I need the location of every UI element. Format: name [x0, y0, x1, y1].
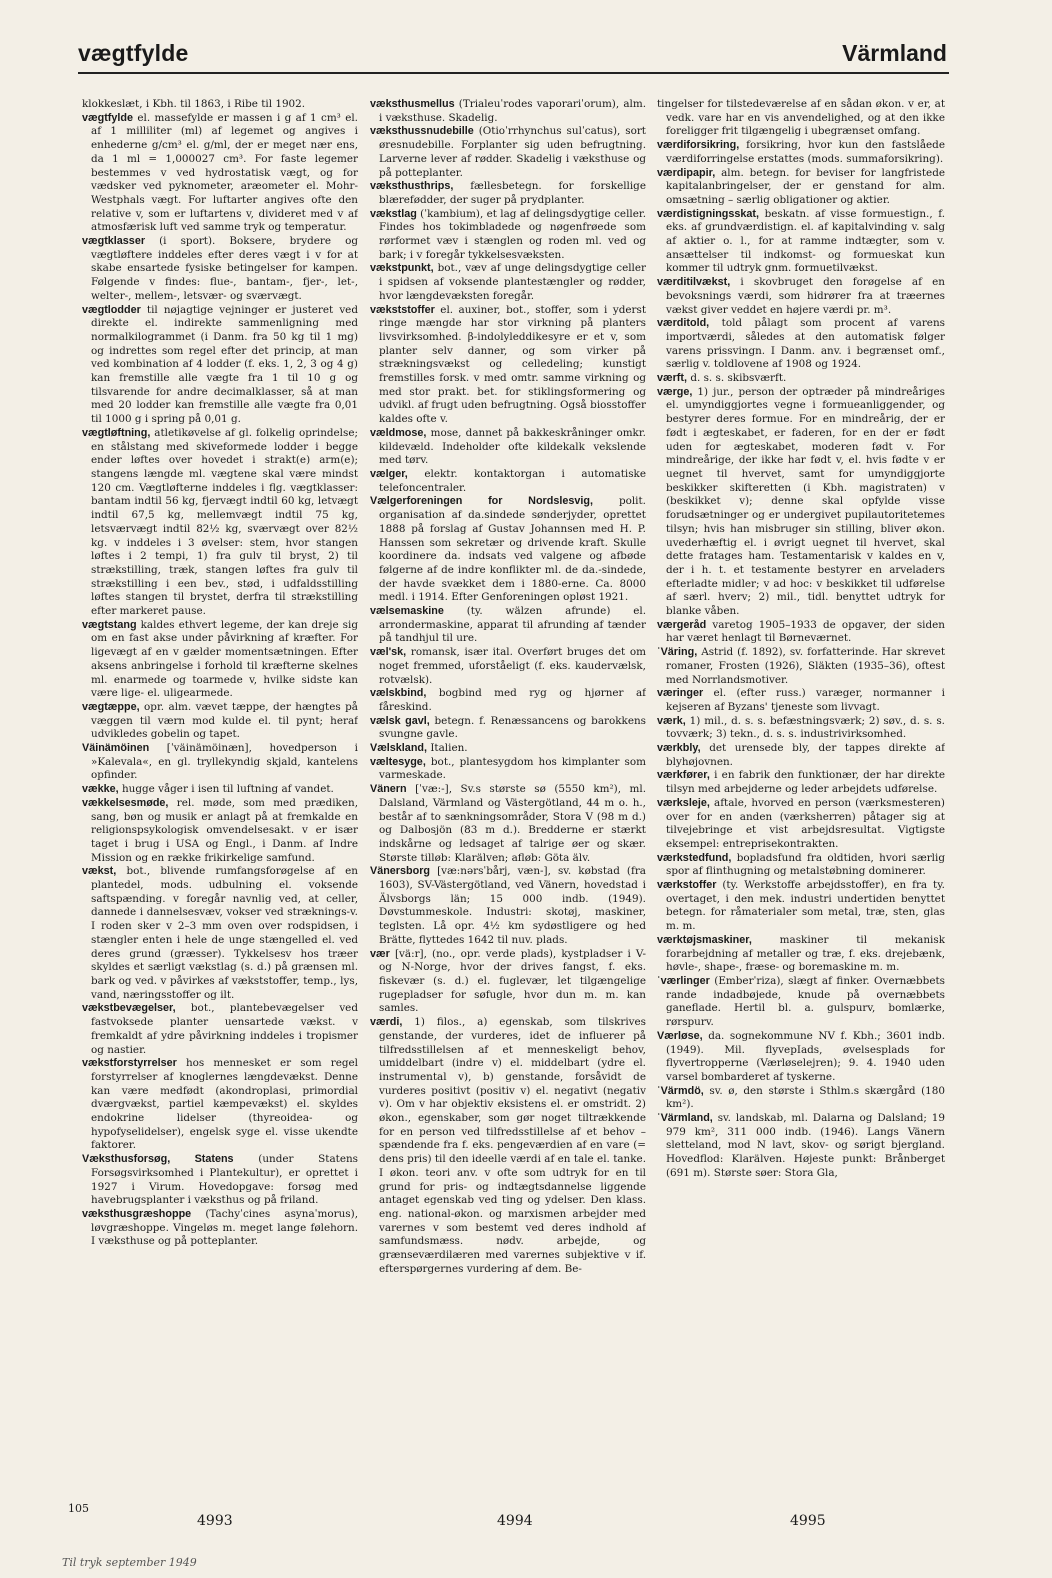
dictionary-entry: [370, 208, 646, 263]
entry-definition: (under Statens Forsøgsvirksomhed i Plantekultur), er oprettet i 1927 i Virum. Hovedopgave: forsøg med havebrugsplanter i væksthus og på friland.: [91, 1153, 358, 1207]
entry-headword: vækstlag: [370, 207, 417, 220]
dictionary-entry: [370, 304, 646, 427]
dictionary-entry: [370, 262, 646, 303]
entry-headword: værk,: [657, 714, 686, 727]
entry-definition: det urensede bly, der tappes direkte af blyhøjovnen.: [666, 742, 945, 768]
entry-headword: ˈværlinger: [657, 975, 710, 987]
entry-definition: beskatn. af visse formuestign., f. eks. af grundværdistign. el. af kapitalvinding v. salg af aktier o. l., for at ramme indtægter, som v. ansættelser til indkomst- og formueskat kun kommer til udtryk gnm. formuetilvækst.: [666, 207, 945, 275]
entry-headword: værkfører,: [657, 769, 710, 782]
entry-headword: Vänersborg: [370, 865, 430, 878]
entry-definition: told pålagt som procent af varens importværdi, således at den automatisk følger varens prissvingn. I Danm. anv. i begrænset omf., særlig v. toldlovene af 1908 og 1924.: [666, 317, 945, 371]
entry-definition: Astrid (f. 1892), sv. forfatterinde. Har skrevet romaner, Frosten (1926), Släkten (1935–36), oftest med Norrlandsmotiver.: [666, 646, 945, 686]
entry-definition: bopladsfund fra oldtiden, hvori særlig spor af flinthugning og metalstøbning dominerer.: [666, 851, 945, 878]
dictionary-entry: [657, 1112, 945, 1181]
entry-headword: vække,: [82, 783, 119, 796]
dictionary-entry: [370, 98, 646, 125]
dictionary-entry: [657, 687, 945, 714]
page-number-3: 4995: [790, 1513, 826, 1529]
entry-definition: (ty. wälzen afrunde) el. arrondermaskine, apparat til afrunding af tænder på tandhjul til ure.: [379, 605, 646, 645]
entry-definition: (Trialeuˈrodes vaporariˈorum), alm. i væksthuse. Skadelig.: [379, 98, 646, 124]
entry-definition: klokkeslæt, i Kbh. til 1863, i Ribe til 1902.: [82, 98, 306, 110]
dictionary-entry: [657, 975, 945, 1030]
entry-headword: ˈVäring,: [657, 646, 698, 659]
entry-definition: opr. alm. vævet tæppe, der hængtes på væggen til værn mod kulde el. til pynt; heraf udvikledes gobelin og tapet.: [91, 700, 358, 741]
signature-mark: 105: [68, 1502, 89, 1515]
entry-headword: væltesyge,: [370, 755, 426, 768]
dictionary-entry: [82, 235, 358, 304]
column-3: [657, 98, 945, 1476]
entry-definition: [ˈväinämöinæn], hovedperson i »Kalevala«, en gl. tryllekyndig skjald, kantelens opfinder.: [91, 742, 358, 782]
dictionary-entry: [657, 386, 945, 619]
entry-headword: værdipapir,: [657, 166, 716, 179]
entry-headword: Væksthusforsøg, Statens: [82, 1153, 234, 1166]
entry-definition: bogbind med ryg og hjørner af fåreskind.: [379, 687, 646, 713]
entry-definition: bot., plantesygdom hos kimplanter som varmeskade.: [379, 755, 646, 782]
entry-definition: (Otioˈrrhynchus sulˈcatus), sort øresnudebille. Forplanter sig uden befrugtning. Larverne lever af rødder. Skadelig i væksthuse og på potteplanter.: [379, 125, 646, 179]
dictionary-entry: [370, 742, 646, 756]
entry-headword: værkstedfund,: [657, 851, 732, 864]
dictionary-entry: [82, 1057, 358, 1153]
entry-definition: bot., blivende rumfangsforøgelse af en plantedel, mods. udbulning el. voksende saftspænding. v foregår navnlig ved, at celler, dannede i dannelsesvæv, vokser ved stræknings-v. I roden sker v 2–3 mm oven over rodspidsen, i stængler enten i hele de unge stængelled el. ved deres grund (græsser). Tykkelsesv hos træer skyldes et særligt vækstlag (s. d.) på grænsen ml. bark og ved. v påvirkes af vækststoffer, temp., lys, vand, næringsstoffer og ilt.: [91, 865, 358, 1001]
dictionary-entry: [82, 427, 358, 619]
dictionary-entry: [370, 646, 646, 687]
dictionary-entry: [370, 180, 646, 207]
dictionary-entry: [82, 1002, 358, 1057]
entry-definition: sv. landskab, ml. Dalarna og Dalsland; 19 979 km², 311 000 indb. (1946). Langs Vänern sletteland, mod N lavt, skov- og sørigt bjergland. Hovedflod: Klarälven. Højeste punkt: Brånberget (691 m). Største søer: Stora Gla,: [666, 1112, 945, 1179]
dictionary-entry: [82, 98, 358, 112]
entry-definition: i skovbruget den forøgelse af en bevoksnings værdi, som hidrører fra at træernes vækst giver veddet en højere værdi pr. m³.: [666, 276, 945, 316]
entry-headword: værdiforsikring,: [657, 139, 740, 152]
entry-headword: vækst,: [82, 865, 117, 878]
entry-definition: hos mennesket er som regel forstyrrelser af knoglernes længdevækst. Denne kan være medfødt (akondroplasi, primordial dværgvækst, partiel kæmpevækst) el. skyldes endokrine lidelser (thyreoidea- og hypofyselidelser), engelsk syge el. visse ukendte faktorer.: [91, 1057, 358, 1152]
entry-definition: (i sport). Boksere, brydere og vægtløftere inddeles efter deres vægt i v for at skabe ensartede fysiske betingelser for kampen. Følgende v findes: flue-, bantam-, fjer-, let-, welter-, mellem-, letsvær- og sværvægt.: [91, 235, 358, 302]
entry-definition: 1) filos., a) egenskab, som tilskrives genstande, der vurderes, idet de influerer på tilfredsstillelsen af et menneskeligt behov, umiddelbart (indre v) el. middelbart (ydre el. instrumental v), b) genstande, forsåvidt de vurderes positivt (positiv v) el. negativt (negativ v). Om v har objektiv eksistens el. er omstridt. 2) økon., egenskaber, som gør noget tiltrækkende for en person ved tilfredsstillelse af et behov – spændende fra f. eks. pengeværdien af en vare (= dens pris) til den ideelle værdi af en tale el. tanke. I økon. teori anv. v ofte som udtryk for en til grund for pris- og indtægtsdannelse liggende antaget egenskab ved ting og ydelser. Den klass. eng. national-økon. og marxismen arbejder med varernes v som bestemt ved deres indhold af samfundsmæss. nødv. arbejde, og grænseværdilæren med varernes subjektive v if. efterspørgernes vurdering af dem. Be-: [379, 1016, 646, 1275]
dictionary-entry: [370, 865, 646, 947]
entry-headword: værditilvækst,: [657, 276, 731, 289]
dictionary-entry: [370, 125, 646, 180]
entry-definition: [vä:r], (no., opr. verde plads), kystpladser i V- og N-Norge, hvor der drives fangst, f. eks. fiskevær (s. d.) el. fuglevær, let tilgængelige rugepladser for søfugle, hvor dun m. m. kan samles.: [379, 947, 646, 1015]
dictionary-entry: [82, 112, 358, 235]
entry-headword: vægtlodder: [82, 303, 141, 316]
entry-headword: værft,: [657, 372, 687, 385]
dictionary-entry: [82, 1208, 358, 1249]
entry-headword: Vælskland,: [370, 742, 428, 755]
entry-headword: væksthusgræshoppe: [82, 1207, 192, 1220]
dictionary-entry: [370, 1016, 646, 1276]
entry-headword: vælsk gavl,: [370, 714, 430, 727]
dictionary-entry: [370, 783, 646, 865]
entry-definition: til nøjagtige vejninger er justeret ved direkte el. indirekte sammenligning med normalkilogrammet (i Danm. fra 50 kg til 1 mg) og indrettes som regel efter det princip, at man ved kombination af 4 lodder (f. eks. 1, 2, 3 og 4 g) kan fremstille alle vægte fra 1 til 10 g og tilsvarende for andre decimalklasser, så at man med 20 lodder kan fremstille alle vægte fra 0,01 til 1000 g i spring på 0,01 g.: [91, 303, 358, 426]
entry-definition: betegn. f. Renæssancens og barokkens svungne gavle.: [379, 714, 646, 741]
entry-definition: [væ:nərsˈbårj, væn-], sv. købstad (fra 1603), SV-Västergötland, ved Vänern, hovedstad i Älvsborgs län; 15 000 indb. (1949). Døvstummeskole. Industri: skotøj, maskiner, teglsten. Lå opr. 4½ km sydøstligere og hed Brätte, flyttedes 1642 til nuv. plads.: [379, 865, 646, 946]
dictionary-entry: [370, 605, 646, 646]
entry-definition: Italien.: [430, 742, 468, 755]
entry-headword: væksthusthrips,: [370, 180, 454, 193]
entry-definition: tingelser for tilstedeværelse af en sådan økon. v er, at vedk. vare har en vis anvendelighed, og at den ikke foreligger frit tilgængelig i ubegrænset omfang.: [657, 98, 945, 138]
dictionary-entry: [82, 304, 358, 427]
dictionary-entry: [82, 742, 358, 783]
entry-headword: vækstpunkt,: [370, 262, 434, 275]
dictionary-entry: [82, 783, 358, 797]
dictionary-entry: [657, 317, 945, 372]
entry-headword: værditold,: [657, 317, 710, 330]
entry-headword: vælskbind,: [370, 687, 427, 700]
entry-definition: rel. møde, som med prædiken, sang, bøn og musik er anlagt på at fremkalde en religionspsykologisk omvendelsesakt. v er især taget i brug i USA og Engl., i Danm. af Indre Mission og en række frikirkelige samfund.: [91, 796, 358, 864]
entry-definition: (ty. Werkstoffe arbejdsstoffer), en fra ty. overtaget, i den mek. industri undertiden benyttet betegn. for råmaterialer som metal, træ, sten, glas m. m.: [666, 879, 945, 933]
entry-headword: værge,: [657, 385, 693, 398]
dictionary-entry: [82, 865, 358, 1002]
entry-definition: elektr. kontaktorgan i automatiske telefoncentraler.: [379, 467, 646, 494]
dictionary-entry: [657, 852, 945, 879]
dictionary-entry: [82, 797, 358, 866]
entry-definition: el. auxiner, bot., stoffer, som i yderst ringe mængde har stor virkning på planters livsvirksomhed. β-indolyleddikesyre er et v, som planter selv danner, og som virker på strækningsvækst og celledeling; kunstigt fremstilles forsk. v med omtr. samme virkning og med stor prakt. bet. for stiklingsformering og udvikl. af frugt uden befrugtning. Også biosstoffer kaldes ofte v.: [379, 303, 646, 426]
entry-headword: vær: [370, 947, 390, 960]
entry-headword: væringer: [657, 687, 704, 700]
entry-definition: atletikøvelse af gl. folkelig oprindelse; en stålstang med skiveformede lodder i begge ender løftes over hovedet i strakt(e) arm(e); stangens længde ml. vægtene skal være mindst 120 cm. Vægtløfterne inddeles i flg. vægtklasser: bantam indtil 56 kg, fjervægt indtil 60 kg, letvægt indtil 67,5 kg, mellemvægt indtil 75 kg, letsværvægt indtil 82½ kg, sværvægt over 82½ kg. v inddeles i 3 øvelser: stem, hvor stangen løftes i 2 tempi, 1) fra gulv til bryst, 2) til strækstilling, træk, stangen løftes fra gulv til strækstilling i een bev., stød, i udfaldsstilling løftes stangen til brystet, derfra til strækstilling efter markeret pause.: [91, 426, 358, 618]
entry-definition: (Tachyˈcines asynaˈmorus), løvgræshoppe. Vingeløs m. meget lange følehorn. I væksthuse og på potteplanter.: [91, 1207, 358, 1248]
entry-headword: vækstforstyrrelser: [82, 1057, 177, 1070]
entry-definition: bot., væv af unge delingsdygtige celler i spidsen af voksende plantestængler og rødder, hvor længdevæksten foregår.: [379, 262, 646, 302]
entry-headword: væksthusmellus: [370, 98, 455, 110]
dictionary-entry: [370, 715, 646, 742]
dictionary-entry: [657, 167, 945, 208]
entry-definition: 1) jur., person der optræder på mindreåriges el. umyndiggjortes vegne i formueanliggender, og bestyrer deres formue. For en mindreårig, der er født i ægteskabet, er faderen, for en der er født uden for ægteskabet, moderen født v. For mindreårige, der ikke har født v, el. hvis fødte v er uegnet til hvervet, samt for umyndiggjorte beskikker skifteretten (i Kbh. magistraten) v (beskikket v); denne skal opfylde visse forudsætninger og er undergivet pupilautoritetemes tilsyn; hvis han misbruger sin stilling, bliver økon. uvederhæftig el. i øvrigt uegnet til hvervet, skal dette fratages ham. Testamentarisk v kaldes en v, der i h. t. et testamente bestyrer en arveladers efterladte midler; v ad hoc: v beskikket til udførelse af særl. hverv; 2) mil., tidl. benyttet udtryk for blanke våben.: [666, 385, 945, 618]
entry-headword: væksthussnudebille: [370, 125, 474, 138]
entry-definition: el. massefylde er massen i g af 1 cm³ el. af 1 milliliter (ml) af legemet og angives i enhederne g/cm³ el. g/ml, der er meget nær ens, da 1 ml = 1,000027 cm³. For faste legemer bestemmes v ved hydrostatisk vægt, og for vædsker ved pyknometer, aræometer el. Mohr-Westphals vægt. For luftarter angives ofte den relative v, som er luftartens v, divideret med v af atmosfærisk luft ved samme tryk og temperatur.: [91, 111, 358, 234]
entry-headword: vægtløftning,: [82, 426, 151, 439]
entry-headword: vægtæppe,: [82, 700, 140, 713]
entry-definition: sv. ø, den største i Sthlm.s skærgård (180 km²).: [666, 1084, 945, 1111]
entry-headword: vægtfylde: [82, 111, 133, 124]
dictionary-entry: [370, 495, 646, 605]
entry-definition: aftale, hvorved en person (værksmesteren) over for en anden (værksherren) påtager sig at tilvejebringe et vist arbejdsresultat. Vigtigste eksempel: entreprisekontrakten.: [666, 796, 945, 850]
entry-headword: vækstbevægelser,: [82, 1002, 176, 1015]
entry-headword: værkbly,: [657, 742, 701, 755]
entry-definition: d. s. s. skibsværft.: [690, 372, 787, 385]
entry-headword: værgeråd: [657, 618, 707, 631]
dictionary-entry: [82, 1153, 358, 1208]
entry-definition: maskiner til mekanisk forarbejdning af metaller og træ, f. eks. drejebænk, høvle-, shape-, fræse- og boremaskine m. m.: [666, 933, 945, 974]
running-head-right: Värmland: [842, 40, 947, 66]
entry-headword: vækststoffer: [370, 303, 435, 316]
page-number-1: 4993: [197, 1513, 233, 1529]
entry-headword: vægtklasser: [82, 235, 146, 248]
entry-headword: vælsemaskine: [370, 605, 444, 618]
entry-headword: vælger,: [370, 467, 408, 480]
dictionary-entry: [657, 1030, 945, 1085]
dictionary-entry: [82, 701, 358, 742]
entry-headword: væl'sk,: [370, 646, 407, 659]
dictionary-entry: [657, 139, 945, 166]
dictionary-entry: [370, 756, 646, 783]
entry-headword: Vänern: [370, 783, 407, 796]
entry-definition: fællesbetegn. for forskellige blærefødder, der suger på prydplanter.: [379, 180, 646, 206]
entry-definition: bot., plantebevægelser ved fastvoksede planter uensartede vækst. v fremkaldt af ydre påvirkning inddeles i tropismer og nastier.: [91, 1002, 358, 1056]
entry-definition: (Emberˈriza), slægt af finker. Overnæbbets rande indadbøjede, knude på overnæbbets ganeflade. Hertil bl. a. gulspurv, bomlærke, rørspurv.: [666, 975, 945, 1029]
entry-definition: polit. organisation af da.sindede sønderjyder, oprettet 1888 på forslag af Gustav Johannsen med H. P. Hanssen som sekretær og drivende kraft. Skulle koordinere da. indsats ved valgene og afbøde følgerne af de indre konflikter ml. de da.-sindede, der havde svækket dem i 1880-erne. Ca. 8000 medl. i 1914. Efter Genforeningen opløst 1921.: [379, 495, 646, 604]
entry-headword: værksleje,: [657, 796, 710, 809]
dictionary-entry: [657, 276, 945, 317]
entry-headword: Väinämöinen: [82, 742, 150, 755]
dictionary-entry: [657, 372, 945, 386]
page-number-2: 4994: [497, 1513, 533, 1529]
entry-headword: værktøjsmaskiner,: [657, 933, 752, 946]
entry-headword: værkstoffer: [657, 879, 717, 892]
dictionary-entry: [657, 208, 945, 277]
entry-definition: 1) mil., d. s. s. befæstningsværk; 2) søv., d. s. s. tovværk; 3) tekn., d. s. s. industrivirksomhed.: [666, 714, 945, 741]
entry-headword: ˈVärmland,: [657, 1112, 713, 1125]
entry-headword: Værløse,: [657, 1029, 703, 1042]
entry-definition: hugge våger i isen til luftning af vandet.: [121, 783, 334, 796]
entry-definition: (ˈkambium), et lag af delingsdygtige celler. Findes hos tokimbladede og nøgenfrøede som rørformet væv i stænglen og roden ml. ved og bark; i v foregår tykkelsesvæksten.: [379, 207, 646, 261]
entry-definition: alm. betegn. for beviser for langfristede kapitalanbringelser, der er genstand for alm. omsætning – særlig obligationer og aktier.: [666, 166, 945, 206]
entry-definition: mose, dannet på bakkeskråninger omkr. kildevæld. Indeholder ofte kildekalk vekslende med tørv.: [379, 426, 646, 467]
dictionary-entry: [657, 646, 945, 687]
dictionary-entry: [657, 619, 945, 646]
entry-headword: vældmose,: [370, 426, 427, 439]
entry-headword: vægtstang: [82, 618, 137, 631]
dictionary-entry: [657, 1085, 945, 1112]
dictionary-entry: [370, 427, 646, 468]
dictionary-entry: [82, 619, 358, 701]
dictionary-entry: [657, 797, 945, 852]
entry-definition: [ˈvæ:-], Sv.s største sø (5550 km²), ml. Dalsland, Värmland og Västergötland, 44 m o. h., består af to sænkningsområder, Stora V (98 m d.) og Dalbosjön (83 m d.). Bredderne er stærkt indskårne og ledsaget af talrige øer og skær. Største tilløb: Klarälven; afløb: Göta älv.: [379, 783, 646, 864]
entry-definition: i en fabrik den funktionær, der har direkte tilsyn med arbejderne og leder arbejdets udførelse.: [666, 769, 945, 796]
dictionary-entry: [370, 468, 646, 495]
dictionary-entry: [657, 715, 945, 742]
dictionary-entry: [370, 948, 646, 1017]
entry-headword: værdi,: [370, 1016, 403, 1029]
column-2: [370, 98, 646, 1476]
running-head-left: vægtfylde: [78, 40, 189, 66]
entry-headword: vækkelsesmøde,: [82, 796, 169, 809]
dictionary-entry: [657, 879, 945, 934]
column-1: [82, 98, 358, 1476]
entry-definition: kaldes ethvert legeme, der kan dreje sig om en fast akse under påvirkning af kræfter. For ligevægt af en v gælder momentsætningen. Efter aksens anbringelse i forhold til kræfterne skelnes ml. enarmede og toarmede v, hvilke sidste kan være lige- el. uligearmede.: [91, 618, 358, 700]
header-rule: [78, 72, 949, 74]
entry-definition: forsikring, hvor kun den fastslåede værdiforringelse erstattes (mods. summaforsikring).: [666, 139, 945, 165]
dictionary-entry: [657, 934, 945, 975]
entry-definition: romansk, især ital. Overført bruges det om noget fremmed, uforståeligt (f. eks. kaudervælsk, rotvælsk).: [379, 646, 646, 686]
printer-note: Til tryk september 1949: [62, 1556, 197, 1569]
dictionary-entry: [657, 98, 945, 139]
dictionary-entry: [657, 769, 945, 796]
dictionary-entry: [370, 687, 646, 714]
entry-headword: værdistigningsskat,: [657, 207, 759, 220]
entry-definition: el. (efter russ.) varæger, normanner i kejseren af Byzans' tjeneste som livvagt.: [666, 687, 945, 713]
entry-definition: da. sognekommune NV f. Kbh.; 3601 indb. (1949). Mil. flyvepIads, øvelsesplads for flyvertropperne (Værløselejren); 9. 4. 1940 uden varsel bombarderet af tyskerne.: [666, 1029, 945, 1083]
entry-headword: ˈVärmdö,: [657, 1084, 704, 1097]
entry-headword: Vælgerforeningen for Nordslesvig,: [370, 495, 593, 508]
entry-definition: varetog 1905–1933 de opgaver, der siden har været henlagt til Børneværnet.: [666, 618, 945, 645]
dictionary-entry: [657, 742, 945, 769]
